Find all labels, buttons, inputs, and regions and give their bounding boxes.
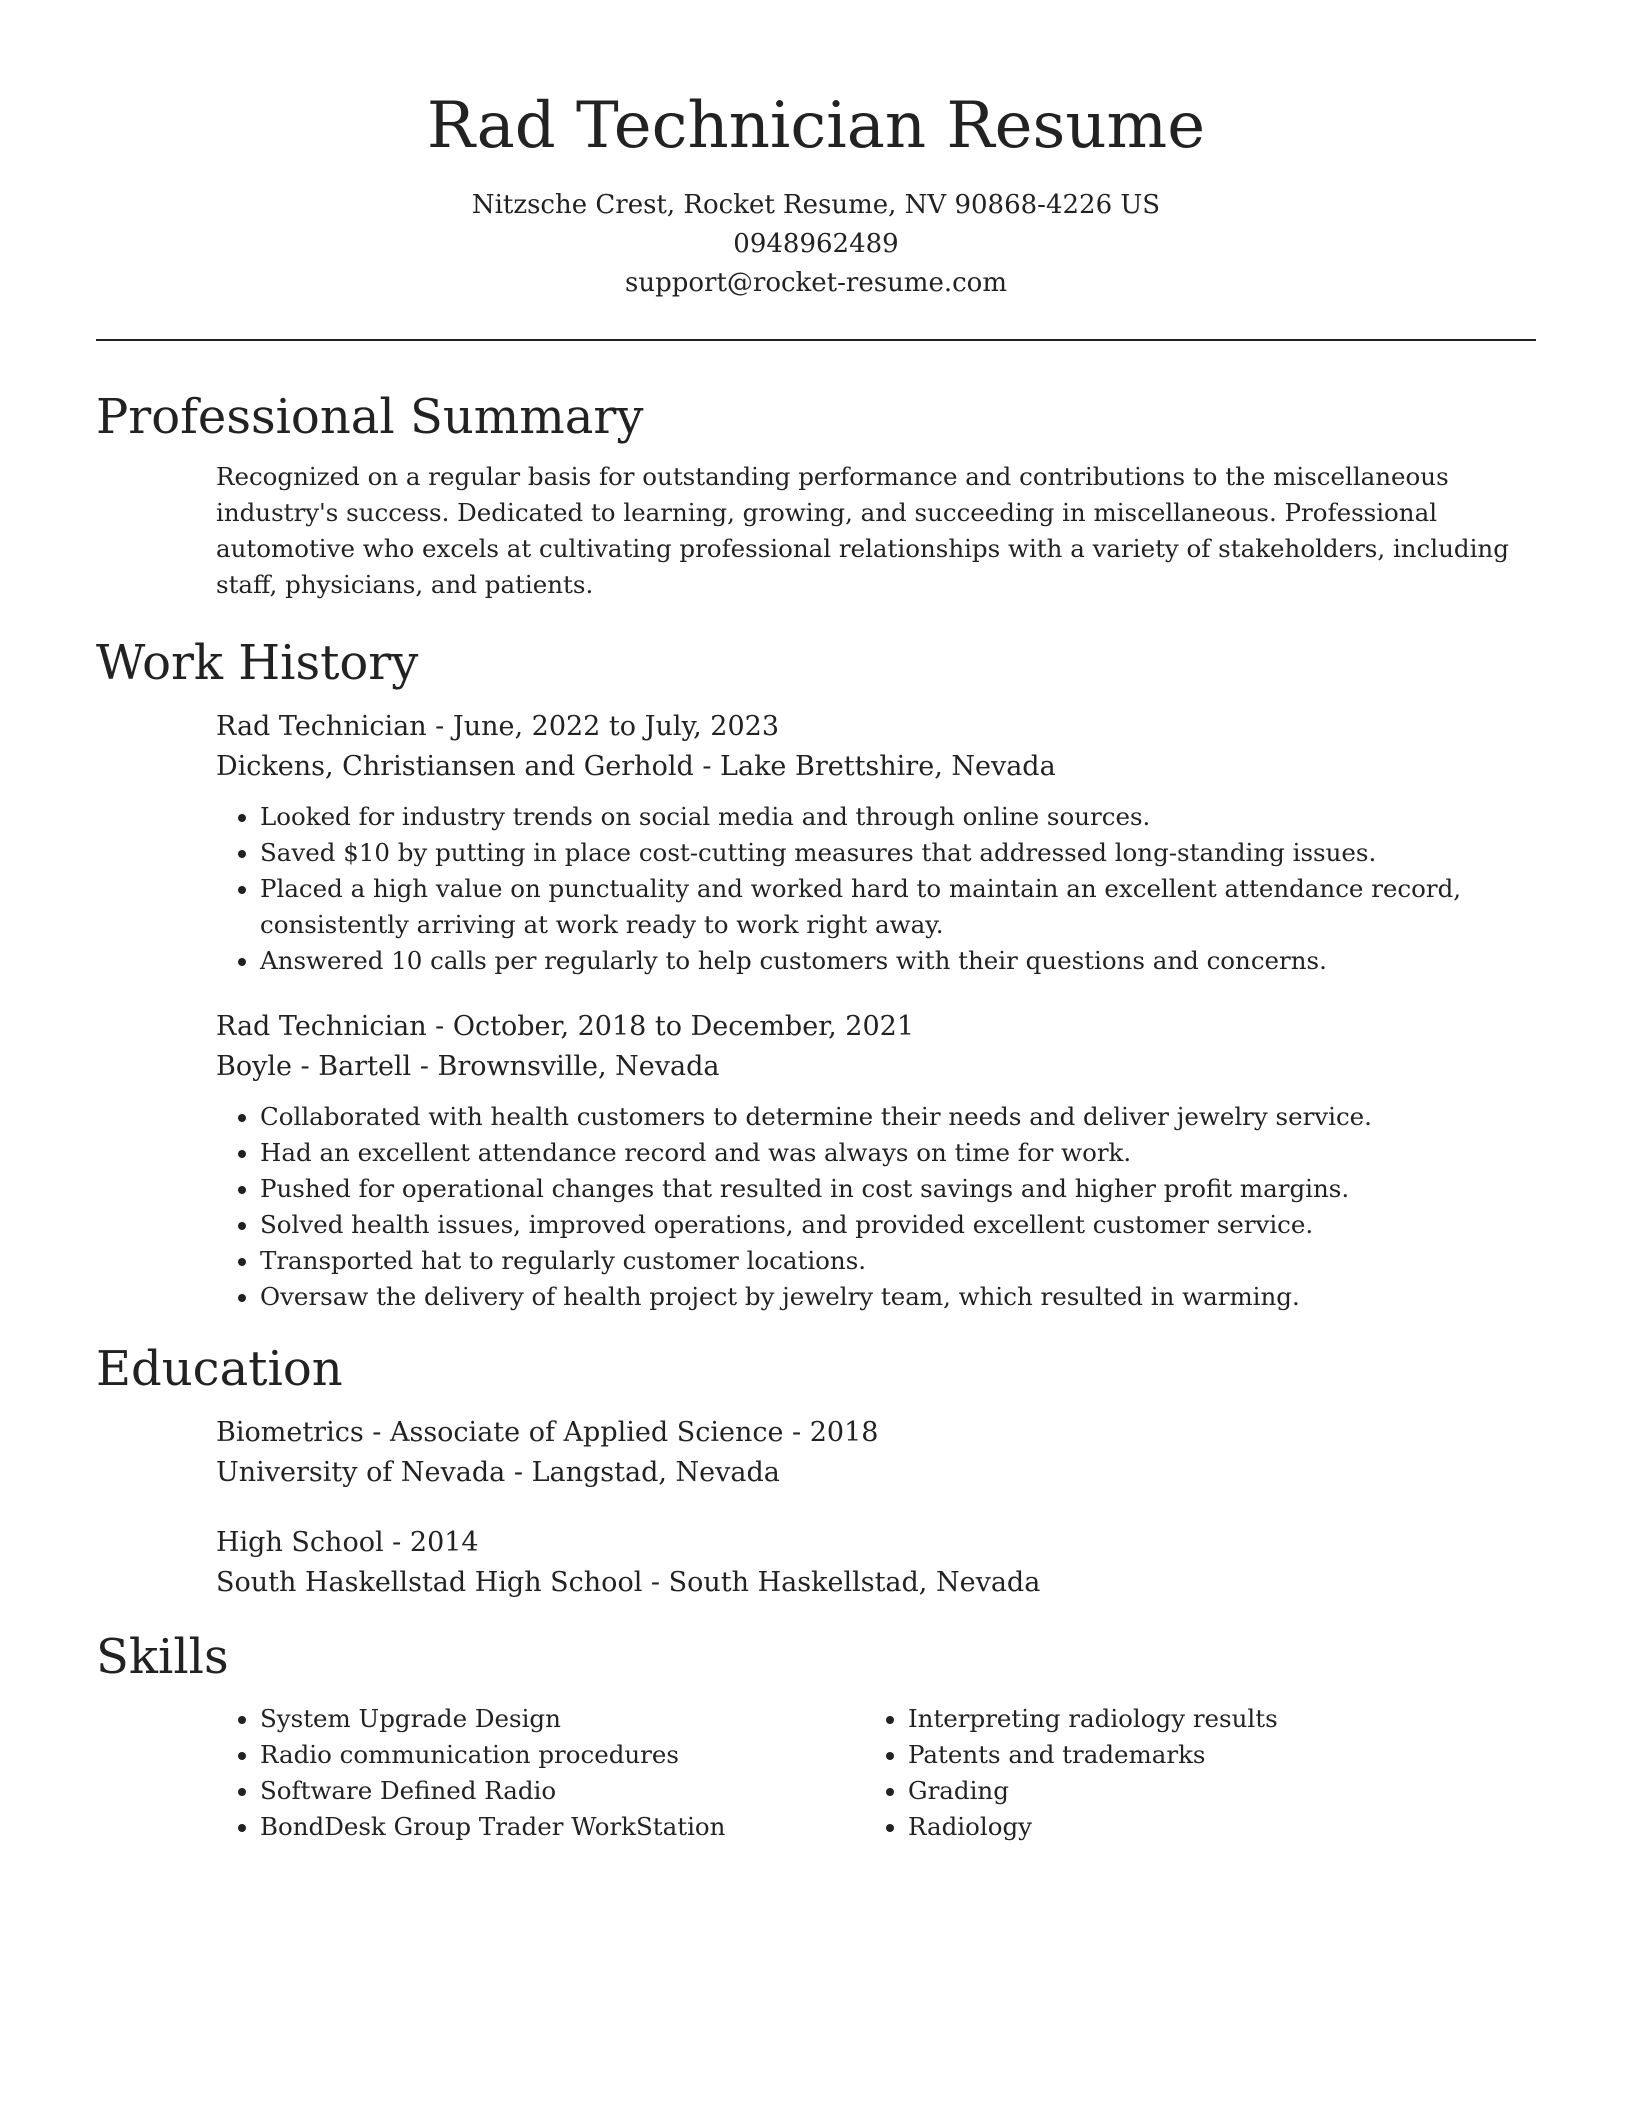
education-year: 2014 [409, 1527, 479, 1558]
contact-block [96, 186, 1536, 303]
job-bullet: • Had an excellent attendance record and was always on time for work. [260, 1135, 1536, 1171]
contact-phone: 0948962489 [733, 229, 899, 259]
job-title-line: Rad Technician - June, 2022 to July, 2023 [216, 711, 780, 742]
education-heading: Education [96, 1341, 343, 1397]
contact-email: support@rocket-resume.com [624, 268, 1007, 298]
education-section [96, 1337, 1536, 1603]
job-company: Dickens, Christiansen and Gerhold [216, 751, 694, 782]
skills-list [864, 1701, 1512, 1845]
education-school: South Haskellstad High School [216, 1567, 643, 1598]
education-degree-line: High School - 2014 [216, 1527, 479, 1558]
job-dates: October, 2018 to December, 2021 [452, 1011, 915, 1042]
education-school-line: South Haskellstad High School - South Haskellstad, Nevada [216, 1567, 1041, 1598]
contact-address: Nitzsche Crest, Rocket Resume, NV 90868-4226 US [471, 190, 1161, 220]
education-location: Langstad, Nevada [531, 1457, 780, 1488]
header-divider [96, 339, 1536, 341]
education-entry [216, 1413, 1536, 1493]
job-bullet: • Collaborated with health customers to determine their needs and deliver jewelry service. [260, 1099, 1536, 1135]
skill-item: • Radiology [908, 1809, 1512, 1845]
skills-list [216, 1701, 864, 1845]
summary-heading: Professional Summary [96, 389, 644, 445]
job-bullet: • Answered 10 calls per regularly to help customers with their questions and concerns. [260, 943, 1536, 979]
skills-body [216, 1695, 1536, 1845]
job-company-line: Boyle - Bartell - Brownsville, Nevada [216, 1051, 720, 1082]
job-role: Rad Technician [216, 1011, 427, 1042]
skill-item: • Software Defined Radio [260, 1773, 864, 1809]
job-role: Rad Technician [216, 711, 427, 742]
summary-section [96, 385, 1536, 603]
job-title-line: Rad Technician - October, 2018 to December, 2021 [216, 1011, 915, 1042]
skills-section [96, 1625, 1536, 1845]
education-entry [216, 1523, 1536, 1603]
skill-item: • System Upgrade Design [260, 1701, 864, 1737]
job-bullet: • Looked for industry trends on social media and through online sources. [260, 799, 1536, 835]
education-school: University of Nevada [216, 1457, 506, 1488]
job-entry [216, 707, 1536, 979]
job-entry [216, 1007, 1536, 1315]
job-bullet: • Saved $10 by putting in place cost-cutting measures that addressed long-standing issues. [260, 835, 1536, 871]
education-body [216, 1413, 1536, 1603]
job-bullets [216, 799, 1536, 979]
job-company-line: Dickens, Christiansen and Gerhold - Lake Brettshire, Nevada [216, 751, 1056, 782]
education-degree: Biometrics - Associate of Applied Science [216, 1417, 784, 1448]
job-dates: June, 2022 to July, 2023 [452, 711, 780, 742]
skill-item: • Grading [908, 1773, 1512, 1809]
skill-item: • Patents and trademarks [908, 1737, 1512, 1773]
resume-title: Rad Technician Resume [426, 89, 1206, 163]
summary-body [216, 459, 1536, 603]
skill-item: • BondDesk Group Trader WorkStation [260, 1809, 864, 1845]
job-bullet: • Transported hat to regularly customer locations. [260, 1243, 1536, 1279]
skills-columns [216, 1695, 1536, 1845]
skill-item: • Interpreting radiology results [908, 1701, 1512, 1737]
education-school-line: University of Nevada - Langstad, Nevada [216, 1457, 780, 1488]
summary-text: Recognized on a regular basis for outstanding performance and contributions to the miscellaneous industry's success. Dedicated to learning, growing, and succeeding in miscellaneous. Professional automotive who excels at cultivating professional relationships with a variety of stakeholders, including staff, physicians, and patients. [216, 462, 1509, 599]
job-company: Boyle - Bartell [216, 1051, 412, 1082]
job-location: Brownsville, Nevada [437, 1051, 720, 1082]
education-year: 2018 [809, 1417, 879, 1448]
skills-column-left [216, 1695, 864, 1845]
education-degree: High School [216, 1527, 384, 1558]
job-bullet: • Pushed for operational changes that resulted in cost savings and higher profit margins. [260, 1171, 1536, 1207]
skills-heading: Skills [96, 1629, 229, 1685]
resume-header [96, 0, 1536, 303]
work-history-body [216, 707, 1536, 1315]
work-history-section [96, 631, 1536, 1315]
job-bullets [216, 1099, 1536, 1315]
skill-item: • Radio communication procedures [260, 1737, 864, 1773]
work-history-heading: Work History [96, 635, 419, 691]
education-location: South Haskellstad, Nevada [668, 1567, 1041, 1598]
skills-column-right [864, 1695, 1512, 1845]
job-location: Lake Brettshire, Nevada [720, 751, 1056, 782]
job-bullet: • Placed a high value on punctuality and worked hard to maintain an excellent attendance record, consistently arriving at work ready to work right away. [260, 871, 1536, 943]
job-bullet: • Oversaw the delivery of health project by jewelry team, which resulted in warming. [260, 1279, 1536, 1315]
job-bullet: • Solved health issues, improved operations, and provided excellent customer service. [260, 1207, 1536, 1243]
education-degree-line: Biometrics - Associate of Applied Science - 2018 [216, 1417, 879, 1448]
